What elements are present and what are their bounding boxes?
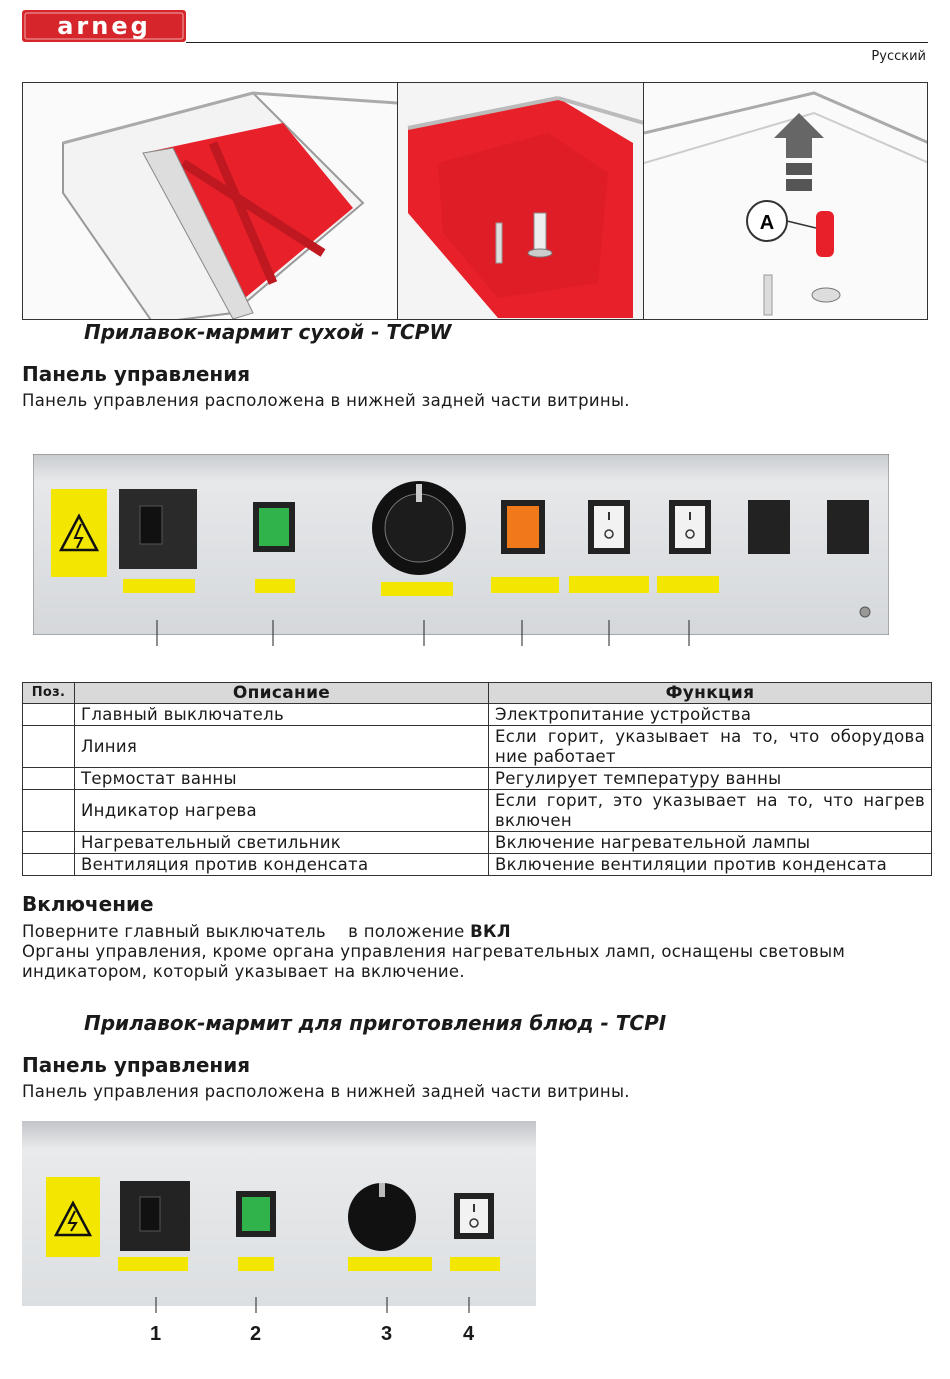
heating-lamp-switch[interactable] xyxy=(450,1193,500,1271)
table-row xyxy=(23,768,932,790)
main-switch[interactable] xyxy=(118,1181,190,1271)
table-row xyxy=(23,854,932,876)
panel2-callouts xyxy=(0,1300,560,1360)
photo-tank xyxy=(397,83,643,319)
photo-drain xyxy=(643,83,927,319)
cell-pos xyxy=(23,832,75,854)
cell-desc: Главный выключатель xyxy=(75,704,489,726)
language-label: Русский xyxy=(871,49,926,64)
photo-strip xyxy=(22,82,928,320)
cell-pos xyxy=(23,768,75,790)
section2-panel-heading: Панель управления xyxy=(22,1053,251,1077)
cell-desc: Линия xyxy=(75,726,489,768)
cell-desc: Нагревательный светильник xyxy=(75,832,489,854)
cell-func: Электропитание устройства xyxy=(489,704,932,726)
controls-table xyxy=(22,682,932,876)
power-on-line1-prefix: Поверните главный выключатель в положение xyxy=(22,922,471,941)
brand-text: arneg xyxy=(57,12,151,40)
line-indicator-green[interactable] xyxy=(236,1191,276,1271)
photo-tcpw-trays xyxy=(23,83,397,319)
cell-desc: Термостат ванны xyxy=(75,768,489,790)
power-on-line2: Органы управления, кроме органа управления нагревательных ламп, оснащены световым xyxy=(22,942,846,961)
power-on-line3: индикатором, который указывает на включение. xyxy=(22,962,465,981)
callout-a-label: A xyxy=(759,212,775,234)
power-on-line1 xyxy=(22,922,511,942)
warning-sticker xyxy=(51,489,107,577)
table-row xyxy=(23,726,932,768)
callout-number: 4 xyxy=(463,1323,475,1345)
control-panel-tcpi xyxy=(22,1121,536,1313)
col-desc-header: Описание xyxy=(75,683,489,704)
section1-panel-text: Панель управления расположена в нижней задней части витрины. xyxy=(22,391,630,410)
cell-pos xyxy=(23,726,75,768)
blank-switch-1 xyxy=(748,500,790,554)
table-row xyxy=(23,704,932,726)
section2-title: Прилавок-мармит для приготовления блюд - TCPI xyxy=(84,1011,667,1035)
col-pos-header: Поз. xyxy=(23,683,75,704)
col-func-header: Функция xyxy=(489,683,932,704)
cell-func: Включение вентиляции против конденсата xyxy=(489,854,932,876)
callout-number: 1 xyxy=(150,1323,162,1345)
callout-number: 3 xyxy=(381,1323,393,1345)
cell-func: Регулирует температуру ванны xyxy=(489,768,932,790)
cell-func: Если горит, указывает на то, что оборудова ние работает xyxy=(489,726,932,768)
line-indicator-green[interactable] xyxy=(253,502,295,593)
blank-switch-2 xyxy=(827,500,869,554)
section2-panel-text: Панель управления расположена в нижней задней части витрины. xyxy=(22,1082,630,1101)
power-on-heading: Включение xyxy=(22,892,154,916)
cell-pos xyxy=(23,854,75,876)
cell-desc: Индикатор нагрева xyxy=(75,790,489,832)
power-on-line1-bold: ВКЛ xyxy=(470,922,511,941)
callout-number: 2 xyxy=(250,1323,262,1345)
section1-panel-heading: Панель управления xyxy=(22,362,251,386)
table-header-row xyxy=(23,683,932,704)
arneg-logo xyxy=(22,10,186,42)
cell-desc: Вентиляция против конденсата xyxy=(75,854,489,876)
control-panel-tcpw xyxy=(33,454,889,635)
cell-pos xyxy=(23,704,75,726)
cell-func: Включение нагревательной лампы xyxy=(489,832,932,854)
table-row xyxy=(23,832,932,854)
cell-pos xyxy=(23,790,75,832)
warning-sticker xyxy=(46,1177,100,1257)
table-row xyxy=(23,790,932,832)
cell-func: Если горит, это указывает на то, что нагрев включен xyxy=(489,790,932,832)
section1-title: Прилавок-мармит сухой - TCPW xyxy=(84,320,452,344)
header-rule xyxy=(186,42,928,43)
panel-lock xyxy=(860,607,870,617)
